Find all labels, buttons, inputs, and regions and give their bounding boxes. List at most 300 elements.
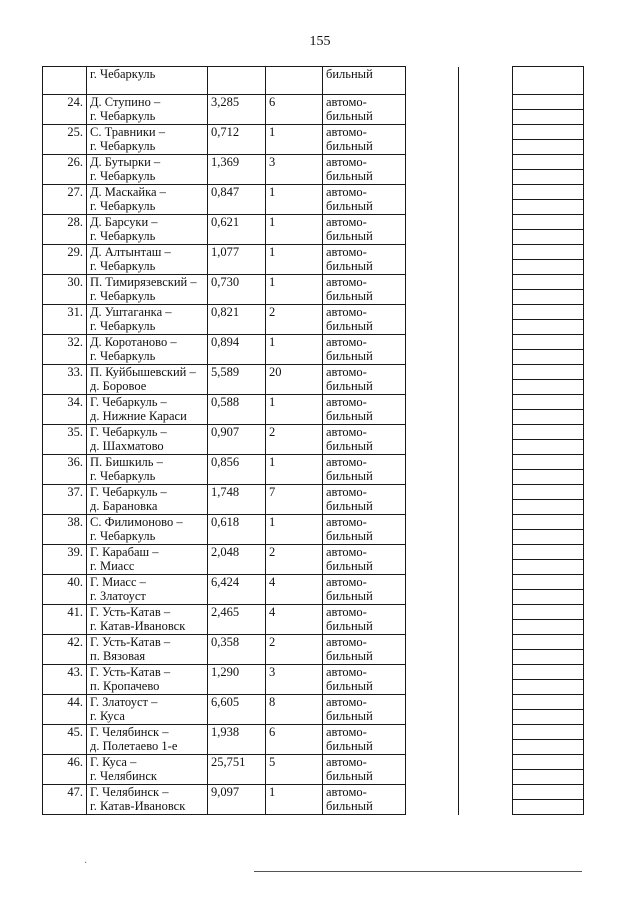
type-line: бильный [326,109,373,123]
table-row [43,545,584,575]
table-row [43,335,584,365]
footer-rule [254,871,582,872]
route-length: 0,907 [211,425,240,439]
cell-count [266,785,323,815]
route-count: 8 [269,695,276,709]
cell-route [87,155,208,185]
route-length: 25,751 [211,755,246,769]
cell-type [323,95,406,125]
cell-type [323,665,406,695]
cell-type [323,185,406,215]
cell-last [513,545,584,575]
route-length: 0,847 [211,185,240,199]
type-line: бильный [326,199,373,213]
cell-count [266,275,323,305]
route-line: Г. Куса – [90,755,137,769]
route-line: г. Чебаркуль [90,289,156,303]
cell-blank [406,67,459,95]
type-line: автомо- [326,665,367,679]
table-row [43,395,584,425]
row-number: 41. [67,605,83,619]
table-row [43,95,584,125]
cell-length [208,725,266,755]
cell-type [323,305,406,335]
routes-table [42,66,584,815]
type-line: бильный [326,679,373,693]
type-line: автомо- [326,455,367,469]
cell-blank [459,575,513,605]
cell-length [208,275,266,305]
type-line: автомо- [326,755,367,769]
route-count: 2 [269,545,276,559]
cell-length [208,665,266,695]
cell-length [208,455,266,485]
cell-last [513,245,584,275]
route-line: Г. Миасс – [90,575,146,589]
row-number: 28. [67,215,83,229]
row-number: 37. [67,485,83,499]
cell-count [266,67,323,95]
route-length: 0,730 [211,275,240,289]
cell-last [513,275,584,305]
cell-last [513,185,584,215]
type-line: бильный [326,559,373,573]
route-line: г. Чебаркуль [90,169,156,183]
type-line: бильный [326,799,373,813]
cell-type [323,785,406,815]
cell-blank [459,725,513,755]
cell-blank [459,275,513,305]
route-line: г. Катав-Ивановск [90,799,186,813]
cell-blank [406,155,459,185]
cell-count [266,305,323,335]
type-line: автомо- [326,365,367,379]
cell-count [266,95,323,125]
row-number: 39. [67,545,83,559]
row-number: 35. [67,425,83,439]
cell-num [43,125,87,155]
route-count: 6 [269,95,276,109]
route-length: 6,424 [211,575,240,589]
cell-last [513,455,584,485]
cell-last [513,695,584,725]
cell-blank [459,67,513,95]
route-line: С. Филимоново – [90,515,183,529]
cell-blank [406,215,459,245]
cell-blank [459,365,513,395]
table-row [43,67,584,95]
row-number: 27. [67,185,83,199]
route-line: г. Чебаркуль [90,259,156,273]
cell-blank [406,275,459,305]
route-line: д. Боровое [90,379,147,393]
route-count: 4 [269,575,276,589]
cell-blank [459,335,513,365]
route-count: 1 [269,245,276,259]
type-line: автомо- [326,125,367,139]
cell-type [323,455,406,485]
row-number: 26. [67,155,83,169]
cell-type [323,275,406,305]
route-line: г. Чебаркуль [90,229,156,243]
type-line: автомо- [326,695,367,709]
type-line: бильный [326,319,373,333]
cell-blank [406,695,459,725]
route-count: 1 [269,275,276,289]
cell-route [87,455,208,485]
cell-blank [459,305,513,335]
cell-num [43,185,87,215]
cell-count [266,605,323,635]
route-line: Д. Уштаганка – [90,305,172,319]
route-length: 2,465 [211,605,240,619]
table-row [43,785,584,815]
cell-num [43,365,87,395]
row-number: 44. [67,695,83,709]
route-count: 7 [269,485,276,499]
sub-cell [513,275,583,290]
cell-length [208,485,266,515]
route-count: 2 [269,635,276,649]
sub-cell [513,785,583,800]
route-line: г. Чебаркуль [90,199,156,213]
cell-last [513,155,584,185]
cell-type [323,125,406,155]
type-line: автомо- [326,515,367,529]
cell-num [43,635,87,665]
cell-count [266,665,323,695]
cell-blank [406,425,459,455]
type-line: автомо- [326,545,367,559]
sub-cell [513,725,583,740]
cell-blank [459,155,513,185]
route-line: Д. Коротаново – [90,335,177,349]
route-line: Г. Чебаркуль – [90,395,167,409]
sub-cell [513,755,583,770]
cell-blank [459,185,513,215]
row-number: 33. [67,365,83,379]
route-line: Д. Ступино – [90,95,161,109]
cell-type [323,335,406,365]
sub-cell [513,665,583,680]
sub-cell [513,125,583,140]
sub-cell [513,245,583,260]
cell-route [87,395,208,425]
cell-length [208,425,266,455]
route-length: 0,712 [211,125,240,139]
route-length: 0,856 [211,455,240,469]
cell-route [87,425,208,455]
cell-length [208,575,266,605]
type-line: бильный [326,499,373,513]
route-length: 0,621 [211,215,240,229]
route-line: п. Вязовая [90,649,146,663]
route-line: Г. Карабаш – [90,545,159,559]
sub-cell [513,515,583,530]
cell-blank [406,365,459,395]
cell-blank [406,185,459,215]
route-count: 1 [269,185,276,199]
route-line: Д. Бутырки – [90,155,161,169]
cell-count [266,125,323,155]
cell-length [208,695,266,725]
cell-last [513,575,584,605]
cell-blank [459,605,513,635]
cell-type [323,635,406,665]
table-row [43,755,584,785]
sub-cell [513,635,583,650]
route-length: 9,097 [211,785,240,799]
cell-type [323,515,406,545]
cell-num [43,245,87,275]
cell-route [87,185,208,215]
table-body [43,67,584,815]
route-line: г. Чебаркуль [90,139,156,153]
route-length: 0,821 [211,305,240,319]
type-line: бильный [326,439,373,453]
cell-length [208,305,266,335]
table-row [43,695,584,725]
cell-last [513,395,584,425]
type-line: автомо- [326,245,367,259]
route-length: 1,077 [211,245,240,259]
row-number: 43. [67,665,83,679]
cell-last [513,125,584,155]
route-count: 1 [269,125,276,139]
route-line: г. Челябинск [90,769,157,783]
table-row [43,725,584,755]
table-row [43,215,584,245]
cell-route [87,335,208,365]
cell-blank [406,785,459,815]
table-row [43,185,584,215]
cell-blank [459,665,513,695]
type-line: бильный [326,649,373,663]
type-line: автомо- [326,485,367,499]
cell-num [43,425,87,455]
route-line: Г. Усть-Катав – [90,635,171,649]
sub-cell [513,365,583,380]
route-line: д. Нижние Караси [90,409,187,423]
cell-last [513,605,584,635]
type-line: автомо- [326,395,367,409]
cell-length [208,335,266,365]
route-length: 0,618 [211,515,240,529]
cell-route [87,515,208,545]
route-line: Г. Усть-Катав – [90,605,171,619]
route-length: 0,894 [211,335,240,349]
type-line: бильный [326,229,373,243]
cell-blank [406,755,459,785]
cell-blank [406,245,459,275]
cell-route [87,95,208,125]
type-line: бильный [326,169,373,183]
cell-blank [406,395,459,425]
cell-length [208,185,266,215]
cell-count [266,515,323,545]
cell-num [43,305,87,335]
cell-route [87,725,208,755]
cell-route [87,695,208,725]
cell-last [513,755,584,785]
type-line: бильный [326,259,373,273]
cell-route [87,575,208,605]
cell-blank [459,485,513,515]
cell-blank [459,785,513,815]
cell-blank [459,455,513,485]
table-row [43,245,584,275]
cell-num [43,395,87,425]
cell-blank [406,125,459,155]
cell-type [323,365,406,395]
cell-blank [406,605,459,635]
route-count: 4 [269,605,276,619]
cell-type [323,575,406,605]
cell-count [266,365,323,395]
cell-count [266,245,323,275]
route-count: 2 [269,425,276,439]
cell-type [323,605,406,635]
cell-last [513,785,584,815]
cell-num [43,785,87,815]
cell-route [87,67,208,95]
cell-blank [459,125,513,155]
cell-type [323,155,406,185]
sub-cell [513,335,583,350]
route-line: Г. Чебаркуль – [90,425,167,439]
cell-num [43,335,87,365]
cell-count [266,695,323,725]
route-line: г. Чебаркуль [90,109,156,123]
route-length: 5,589 [211,365,240,379]
cell-blank [406,455,459,485]
cell-length [208,95,266,125]
route-line: С. Травники – [90,125,165,139]
cell-blank [459,215,513,245]
cell-blank [406,95,459,125]
route-line: г. Чебаркуль [90,319,156,333]
cell-type [323,545,406,575]
route-line: г. Миасс [90,559,135,573]
cell-last [513,425,584,455]
cell-num [43,575,87,605]
sub-cell [513,605,583,620]
cell-route [87,545,208,575]
cell-last [513,515,584,545]
route-length: 6,605 [211,695,240,709]
table-row [43,515,584,545]
cell-route [87,125,208,155]
cell-length [208,755,266,785]
cell-blank [406,575,459,605]
row-number: 34. [67,395,83,409]
type-line: автомо- [326,335,367,349]
cell-num [43,515,87,545]
cell-type [323,725,406,755]
table-row [43,455,584,485]
row-number: 38. [67,515,83,529]
type-line: бильный [326,409,373,423]
cell-count [266,575,323,605]
sub-cell [513,575,583,590]
cell-length [208,67,266,95]
route-line: Г. Челябинск – [90,725,169,739]
table-row [43,125,584,155]
route-line: Д. Барсуки – [90,215,158,229]
cell-type [323,245,406,275]
cell-last [513,635,584,665]
cell-num [43,455,87,485]
cell-route [87,665,208,695]
cell-last [513,725,584,755]
cell-num [43,545,87,575]
route-line: Г. Златоуст – [90,695,158,709]
cell-length [208,545,266,575]
cell-length [208,515,266,545]
route-count: 1 [269,785,276,799]
sub-cell [513,155,583,170]
type-line: автомо- [326,215,367,229]
row-number: 31. [67,305,83,319]
cell-count [266,545,323,575]
cell-count [266,155,323,185]
page-number: 155 [309,34,331,49]
type-line: автомо- [326,95,367,109]
cell-num [43,215,87,245]
cell-blank [459,545,513,575]
route-length: 2,048 [211,545,240,559]
row-number: 46. [67,755,83,769]
type-line: бильный [326,289,373,303]
cell-count [266,755,323,785]
route-line: Г. Чебаркуль – [90,485,167,499]
route-line: Д. Алтынташ – [90,245,171,259]
type-line: бильный [326,349,373,363]
cell-blank [406,635,459,665]
cell-route [87,275,208,305]
route-count: 1 [269,335,276,349]
type-line: автомо- [326,785,367,799]
row-number: 42. [67,635,83,649]
type-line: автомо- [326,155,367,169]
cell-num [43,605,87,635]
type-line: автомо- [326,575,367,589]
route-line: г. Катав-Ивановск [90,619,186,633]
route-line: г. Златоуст [90,589,146,603]
type-line: бильный [326,739,373,753]
cell-last [513,365,584,395]
cell-route [87,485,208,515]
cell-blank [406,725,459,755]
cell-blank [406,305,459,335]
table-row [43,155,584,185]
cell-type [323,485,406,515]
table-row [43,365,584,395]
type-line: бильный [326,619,373,633]
cell-num [43,665,87,695]
cell-length [208,635,266,665]
type-line: бильный [326,709,373,723]
cell-num [43,695,87,725]
cell-num [43,725,87,755]
cell-blank [459,635,513,665]
row-number: 40. [67,575,83,589]
cell-count [266,635,323,665]
type-line: автомо- [326,275,367,289]
cell-type [323,67,406,95]
route-line: д. Полетаево 1-е [90,739,178,753]
cell-route [87,755,208,785]
